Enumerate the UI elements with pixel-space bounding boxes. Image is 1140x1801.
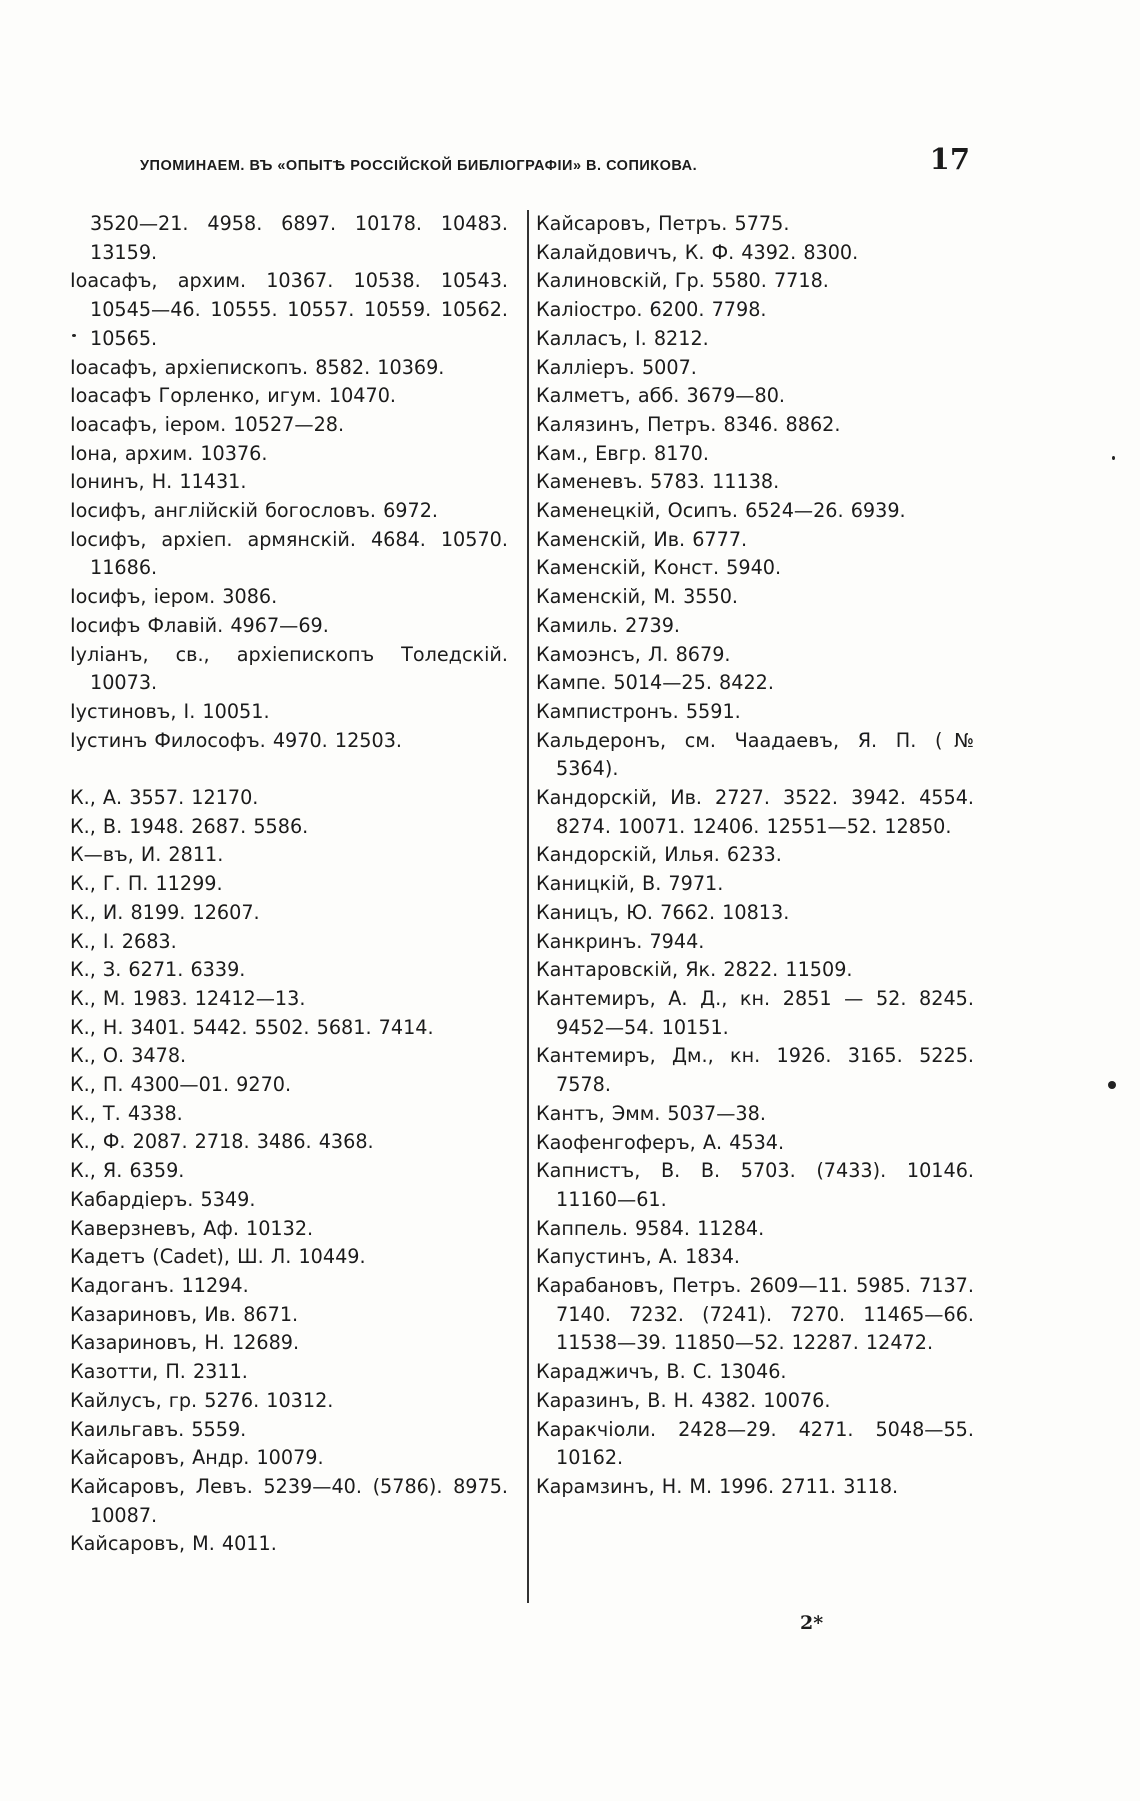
- index-entry: К., І. 2683.: [70, 929, 177, 953]
- index-entry: Кальдеронъ, см. Чаадаевъ, Я. П. (№ 5364).: [536, 728, 974, 781]
- index-entry: Кайсаровъ, Андр. 10079.: [70, 1446, 324, 1470]
- index-entry: Кайлусъ, гр. 5276. 10312.: [70, 1388, 334, 1412]
- index-entry: К—въ, И. 2811.: [70, 843, 224, 867]
- ink-speck: [1112, 456, 1115, 460]
- index-entry: Кампистронъ. 5591.: [536, 699, 741, 723]
- index-entry: К., Г. П. 11299.: [70, 872, 223, 896]
- right-column: [536, 210, 974, 1502]
- index-entry: Кайсаровъ, М. 4011.: [70, 1532, 277, 1556]
- index-entry: Іустиновъ, І. 10051.: [70, 699, 270, 723]
- index-entry: Кабардіеръ. 5349.: [70, 1187, 256, 1211]
- signature-mark: 2*: [800, 1612, 824, 1634]
- index-entry: Карамзинъ, Н. М. 1996. 2711. 3118.: [536, 1474, 899, 1498]
- index-entry: Каліостро. 6200. 7798.: [536, 298, 767, 322]
- index-entry: Калласъ, І. 8212.: [536, 326, 709, 350]
- index-entry: Каменскій, М. 3550.: [536, 585, 739, 609]
- index-entry: К., З. 6271. 6339.: [70, 958, 246, 982]
- index-entry: Камоэнсъ, Л. 8679.: [536, 642, 731, 666]
- index-entry: Іоасафъ, архим. 10367. 10538. 10543. 10545—46. 10555. 10557. 10559. 10562. 10565.: [70, 269, 508, 350]
- index-entry: Каверзневъ, Аф. 10132.: [70, 1216, 314, 1240]
- index-entry: Канкринъ. 7944.: [536, 929, 705, 953]
- index-entry: Каофенгоферъ, А. 4534.: [536, 1130, 785, 1154]
- index-entry: К., Т. 4338.: [70, 1101, 183, 1125]
- index-entry: К., О. 3478.: [70, 1044, 187, 1068]
- index-entry: К., М. 1983. 12412—13.: [70, 986, 306, 1010]
- section-gap: [70, 755, 508, 784]
- index-entry: К., Я. 6359.: [70, 1159, 185, 1183]
- index-entry: Іосифъ, іером. 3086.: [70, 585, 278, 609]
- index-entry: Казариновъ, Н. 12689.: [70, 1331, 300, 1355]
- index-entry: Калметъ, абб. 3679—80.: [536, 384, 786, 408]
- page-header: [140, 142, 970, 182]
- index-entry: 3520—21. 4958. 6897. 10178. 10483. 13159.: [90, 212, 508, 264]
- index-entry: Калайдовичъ, К. Ф. 4392. 8300.: [536, 240, 859, 264]
- index-entry: Капнистъ, В. В. 5703. (7433). 10146. 11160—61.: [536, 1159, 974, 1211]
- index-entry: Каильгавъ. 5559.: [70, 1417, 247, 1441]
- page-number: 17: [929, 142, 970, 176]
- index-entry: К., Ф. 2087. 2718. 3486. 4368.: [70, 1130, 374, 1154]
- index-entry: Іоасафъ, архіепископъ. 8582. 10369.: [70, 355, 445, 379]
- index-entry: Кандорскій, Ив. 2727. 3522. 3942. 4554. 8274. 10071. 12406. 12551—52. 12850.: [536, 786, 974, 838]
- index-entry: Калліеръ. 5007.: [536, 355, 697, 379]
- index-entry: Кантъ, Эмм. 5037—38.: [536, 1101, 766, 1125]
- index-entry: Калиновскій, Гр. 5580. 7718.: [536, 269, 829, 293]
- index-entry: Каппель. 9584. 11284.: [536, 1216, 765, 1240]
- index-entry: Іосифъ, англійскій богословъ. 6972.: [70, 499, 439, 523]
- index-entry: Калязинъ, Петръ. 8346. 8862.: [536, 412, 841, 436]
- index-entry: Каницъ, Ю. 7662. 10813.: [536, 900, 790, 924]
- index-entry: Кантемиръ, Дм., кн. 1926. 3165. 5225. 7578.: [536, 1044, 974, 1097]
- index-entry: Каницкій, В. 7971.: [536, 872, 724, 896]
- index-entry: Каразинъ, В. Н. 4382. 10076.: [536, 1388, 831, 1412]
- index-entry: Каменскій, Ив. 6777.: [536, 527, 748, 551]
- index-entry: Іустинъ Философъ. 4970. 12503.: [70, 728, 403, 752]
- index-entry: Іосифъ Флавій. 4967—69.: [70, 613, 329, 637]
- ink-speck: [1108, 1081, 1116, 1089]
- index-entry: Кампе. 5014—25. 8422.: [536, 671, 774, 695]
- running-title: УПОМИНАЕМ. ВЪ «ОПЫТѢ РОССІЙСКОЙ БИБЛІОГРАФІИ» В. СОПИКОВА.: [140, 158, 698, 174]
- index-entry: Кам., Евгр. 8170.: [536, 441, 709, 465]
- index-entry: Іосифъ, архіеп. армянскій. 4684. 10570. 11686.: [70, 527, 508, 580]
- index-entry: К., А. 3557. 12170.: [70, 786, 259, 810]
- index-entry: Кантемиръ, А. Д., кн. 2851 — 52. 8245. 9452—54. 10151.: [536, 986, 974, 1039]
- index-entry: Кадетъ (Cadet), Ш. Л. 10449.: [70, 1245, 366, 1269]
- index-entry: К., Н. 3401. 5442. 5502. 5681. 7414.: [70, 1015, 434, 1039]
- index-entry: Капустинъ, А. 1834.: [536, 1245, 741, 1269]
- index-entry: Казотти, П. 2311.: [70, 1360, 248, 1384]
- index-entry: К., П. 4300—01. 9270.: [70, 1073, 292, 1097]
- index-entry: Іонинъ, Н. 11431.: [70, 470, 247, 494]
- index-entry: Кайсаровъ, Петръ. 5775.: [536, 212, 790, 235]
- index-entry: Кантаровскій, Як. 2822. 11509.: [536, 958, 853, 982]
- index-entry: Іоасафъ, іером. 10527—28.: [70, 412, 345, 436]
- index-entry: Кайсаровъ, Левъ. 5239—40. (5786). 8975. 10087.: [70, 1474, 508, 1527]
- column-divider: [527, 210, 529, 1603]
- left-column: [70, 210, 508, 1559]
- ink-speck: [72, 334, 76, 337]
- index-entry: К., И. 8199. 12607.: [70, 900, 260, 924]
- index-entry: Кандорскій, Илья. 6233.: [536, 843, 782, 867]
- index-entry: Іоасафъ Горленко, игум. 10470.: [70, 384, 397, 408]
- index-entry: Каменецкій, Осипъ. 6524—26. 6939.: [536, 499, 906, 523]
- index-entry: Камиль. 2739.: [536, 613, 681, 637]
- index-entry: Каракчіоли. 2428—29. 4271. 5048—55. 10162.: [536, 1417, 974, 1470]
- index-entry: Іуліанъ, св., архіепископъ Толедскій. 10073.: [70, 642, 508, 695]
- index-entry: Казариновъ, Ив. 8671.: [70, 1302, 299, 1326]
- index-entry: Карабановъ, Петръ. 2609—11. 5985. 7137. 7140. 7232. (7241). 7270. 11465—66. 11538—39. 11850—52. 12287. 12472.: [536, 1274, 974, 1355]
- index-entry: Каменскій, Конст. 5940.: [536, 556, 782, 580]
- index-entry: Каменевъ. 5783. 11138.: [536, 470, 780, 494]
- index-entry: Іона, архим. 10376.: [70, 441, 268, 465]
- index-entry: Караджичъ, В. С. 13046.: [536, 1360, 787, 1384]
- index-entry: К., В. 1948. 2687. 5586.: [70, 814, 309, 838]
- index-entry: Кадоганъ. 11294.: [70, 1274, 249, 1297]
